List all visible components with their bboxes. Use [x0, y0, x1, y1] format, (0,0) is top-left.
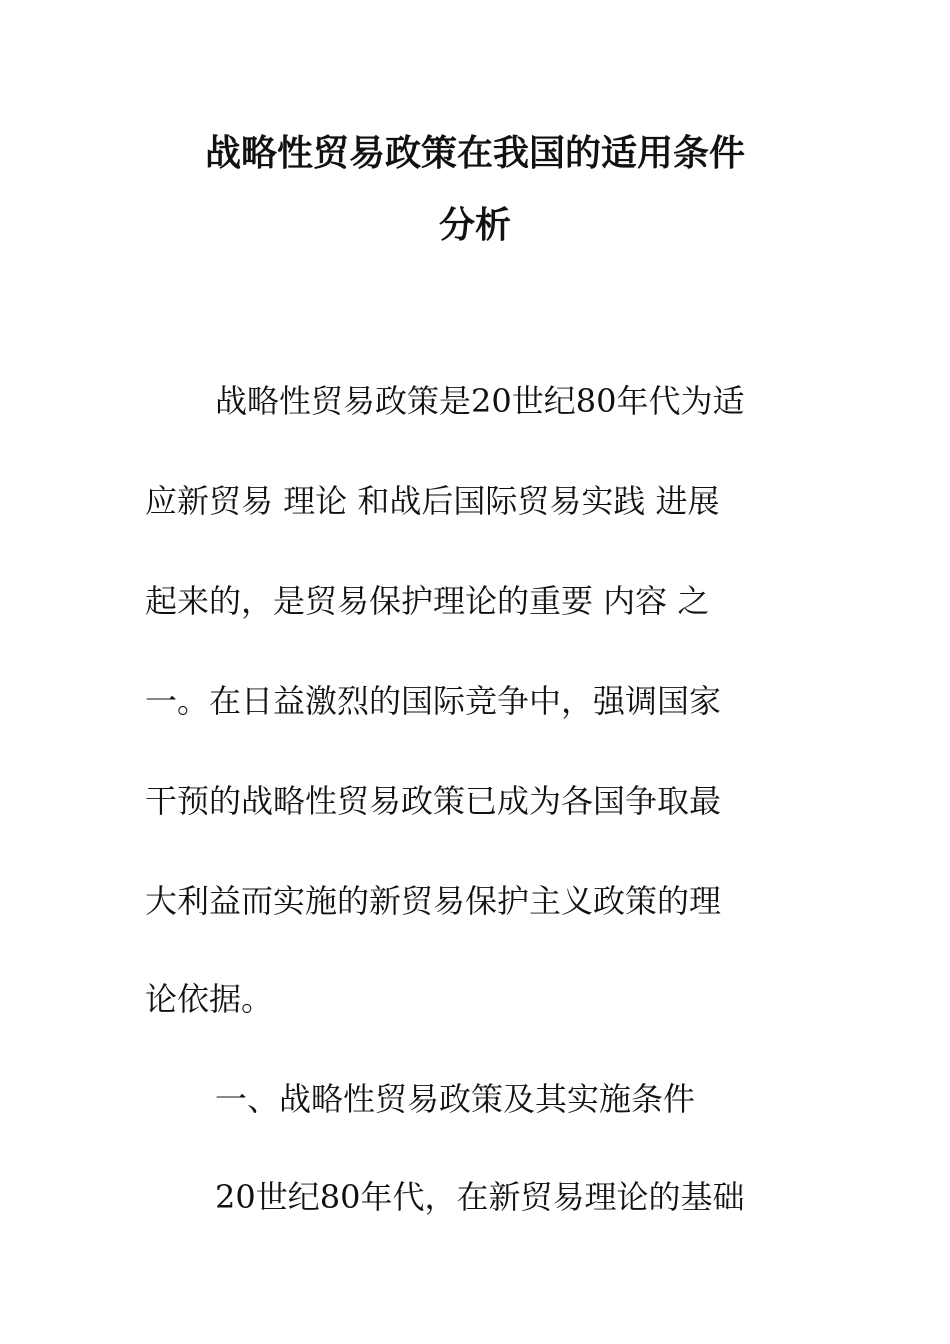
section-heading-1: 一、战略性贸易政策及其实施条件	[215, 1080, 696, 1118]
document-title-line-2: 分析	[438, 205, 511, 246]
document-title-line-1: 战略性贸易政策在我国的适用条件	[204, 133, 745, 174]
paragraph-1-line-6: 大利益而实施的新贸易保护主义政策的理	[145, 882, 722, 920]
paragraph-1-line-4: 一。在日益激烈的国际竞争中，强调国家	[145, 682, 722, 720]
paragraph-2-line-1: 20世纪80年代，在新贸易理论的基础	[215, 1178, 745, 1216]
paragraph-1-line-7: 论依据。	[145, 980, 274, 1018]
paragraph-1-line-1: 战略性贸易政策是20世纪80年代为适	[215, 382, 745, 420]
paragraph-1-line-2: 应新贸易 理论 和战后国际贸易实践 进展	[145, 482, 720, 520]
paragraph-1-line-3: 起来的，是贸易保护理论的重要 内容 之	[145, 582, 710, 620]
paragraph-1-line-5: 干预的战略性贸易政策已成为各国争取最	[145, 782, 722, 820]
